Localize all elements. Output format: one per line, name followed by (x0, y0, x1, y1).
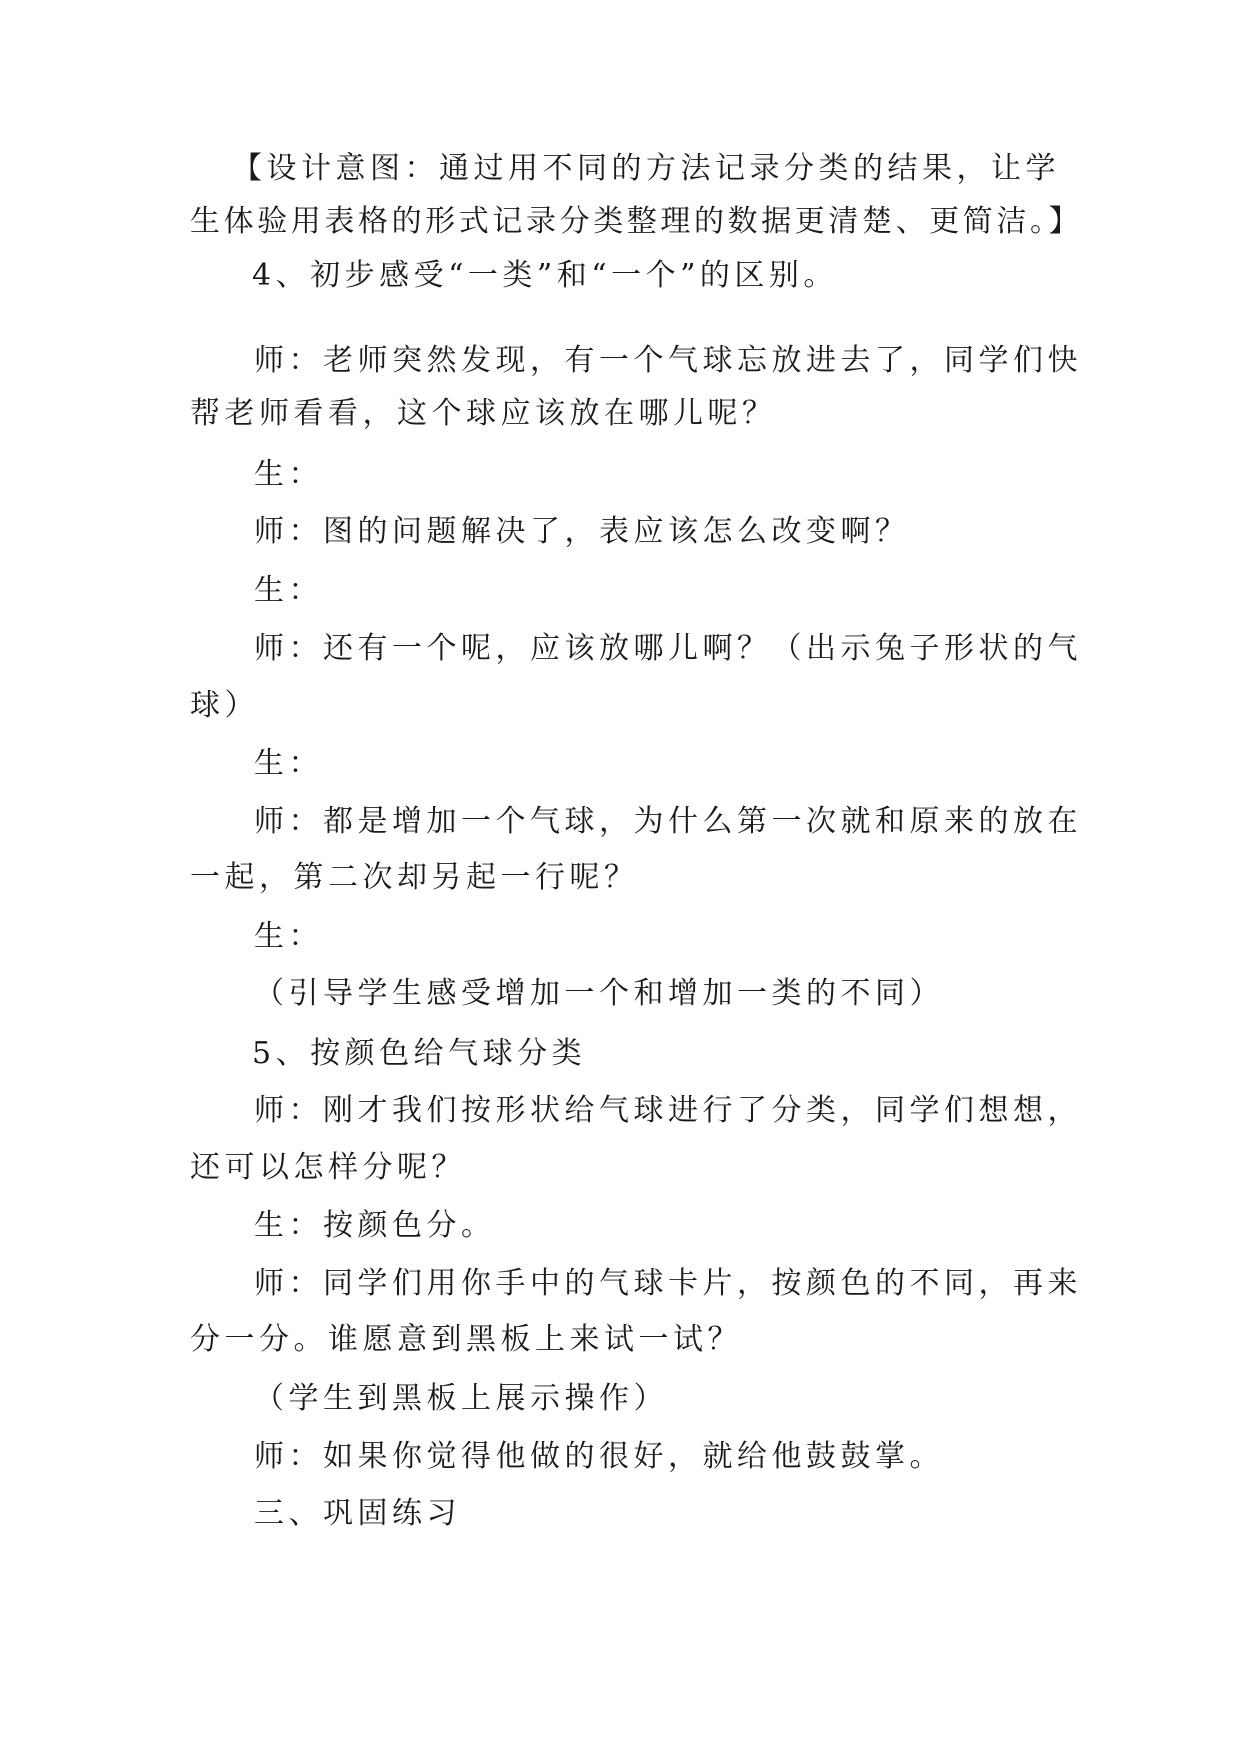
paragraph-line: 球） (190, 688, 259, 723)
paragraph-line: 师：图的问题解决了，表应该怎么改变啊？ (254, 514, 910, 549)
paragraph-line: 分一分。谁愿意到黑板上来试一试？ (190, 1322, 742, 1357)
paragraph-line: 师：都是增加一个气球，为什么第一次就和原来的放在 (254, 804, 1082, 839)
design-intent-line-2: 生体验用表格的形式记录分类整理的数据更清楚、更简洁。】 (190, 204, 1083, 239)
paragraph-line: 还可以怎样分呢？ (190, 1150, 466, 1185)
paragraph-line: 生：按颜色分。 (254, 1208, 496, 1243)
design-intent-line-1: 【设计意图：通过用不同的方法记录分类的结果，让学 (232, 151, 1060, 186)
paragraph-line: 师：还有一个呢，应该放哪儿啊？（出示兔子形状的气 (254, 631, 1082, 666)
paragraph-line: 生： (254, 746, 323, 781)
paragraph-line: 生： (254, 457, 323, 492)
paragraph-line: 师：刚才我们按形状给气球进行了分类，同学们想想， (254, 1093, 1082, 1128)
paragraph-line: 生： (254, 919, 323, 954)
section-heading-3: 三、巩固练习 (254, 1496, 461, 1531)
paragraph-line: 师：老师突然发现，有一个气球忘放进去了，同学们快 (254, 343, 1082, 378)
paragraph-line: 师：如果你觉得他做的很好，就给他鼓鼓掌。 (254, 1439, 944, 1474)
paragraph-line: 帮老师看看，这个球应该放在哪儿呢？ (190, 396, 777, 431)
paragraph-line: 师：同学们用你手中的气球卡片，按颜色的不同，再来 (254, 1266, 1082, 1301)
section-heading-4: 4、初步感受“一类”和“一个”的区别。 (252, 258, 838, 293)
section-heading-5: 5、按颜色给气球分类 (252, 1036, 587, 1071)
paragraph-line: （引导学生感受增加一个和增加一类的不同） (254, 976, 944, 1011)
paragraph-line: 生： (254, 573, 323, 608)
paragraph-line: （学生到黑板上展示操作） (254, 1381, 668, 1416)
paragraph-line: 一起，第二次却另起一行呢？ (190, 860, 639, 895)
